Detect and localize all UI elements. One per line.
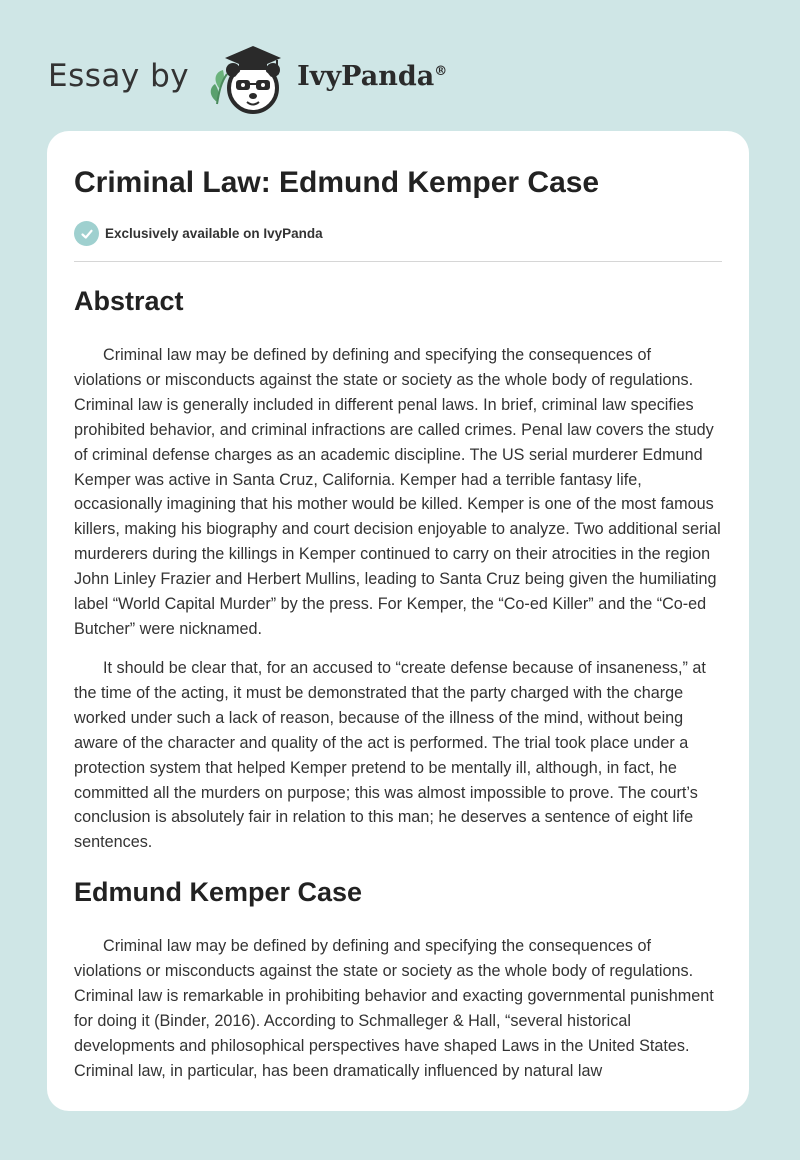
- essay-by-label: Essay by: [48, 58, 190, 94]
- brand-name[interactable]: [297, 61, 447, 92]
- check-icon: [74, 221, 99, 246]
- divider: [74, 261, 722, 262]
- paragraph: It should be clear that, for an accused to “create defense because of insaneness,” at the time of the acting, it must be demonstrated that the party charged with the charge worked under such a lack of reason, because of the illness of the mind, without being aware of the character and quality of the act is performed. The trial took place under a protection system that helped Kemper pretend to be mentally ill, although, in fact, he committed all the murders on purpose; this was almost impossible to prove. The court’s conclusion is absolutely fair in relation to this man; he deserves a sentence of eight life sentences.: [74, 659, 706, 852]
- brand-text: IvyPanda: [297, 60, 435, 92]
- paragraph: Criminal law may be defined by defining and specifying the consequences of violations or misconducts against the state or society as the whole body of regulations. Criminal law is remarkable in prohibiting behavior and exacting governmental punishment for doing it (Binder, 2016). According to Schmalleger & Hall, “several historical developments and philosophical perspectives have shaped Laws in the United States. Criminal law, in particular, has been dramatically influenced by natural law: [74, 937, 714, 1080]
- badge-label: Exclusively available on IvyPanda: [105, 226, 323, 241]
- registered-mark: ®: [434, 63, 448, 79]
- essay-card: [47, 131, 749, 1111]
- panda-graduate-icon: [203, 36, 293, 116]
- section-heading-case: Edmund Kemper Case: [74, 877, 363, 907]
- site-header: [48, 36, 447, 116]
- section-heading-abstract: Abstract: [74, 286, 184, 316]
- paragraph: Criminal law may be defined by defining and specifying the consequences of violations or misconducts against the state or society as the whole body of regulations. Criminal law is generally included in different penal laws. In brief, criminal law specifies prohibited behavior, and criminal infractions are called crimes. Penal law covers the study of criminal defense charges as an academic discipline. The US serial murderer Edmund Kemper was active in Santa Cruz, California. Kemper had a terrible fantasy life, occasionally imagining that his mother would be killed. Kemper is one of the most famous killers, making his biography and court decision enjoyable to analyze. Two additional serial murderers during the killings in Kemper continued to carry on their atrocities in the region John Linley Frazier and Herbert Mullins, leading to Santa Cruz being given the humiliating label “World Capital Murder” by the press. For Kemper, the “Co-ed Killer” and the “Co-ed Butcher” were nicknamed.: [74, 346, 721, 638]
- exclusive-badge: [74, 221, 323, 246]
- page-title: Criminal Law: Edmund Kemper Case: [74, 166, 600, 199]
